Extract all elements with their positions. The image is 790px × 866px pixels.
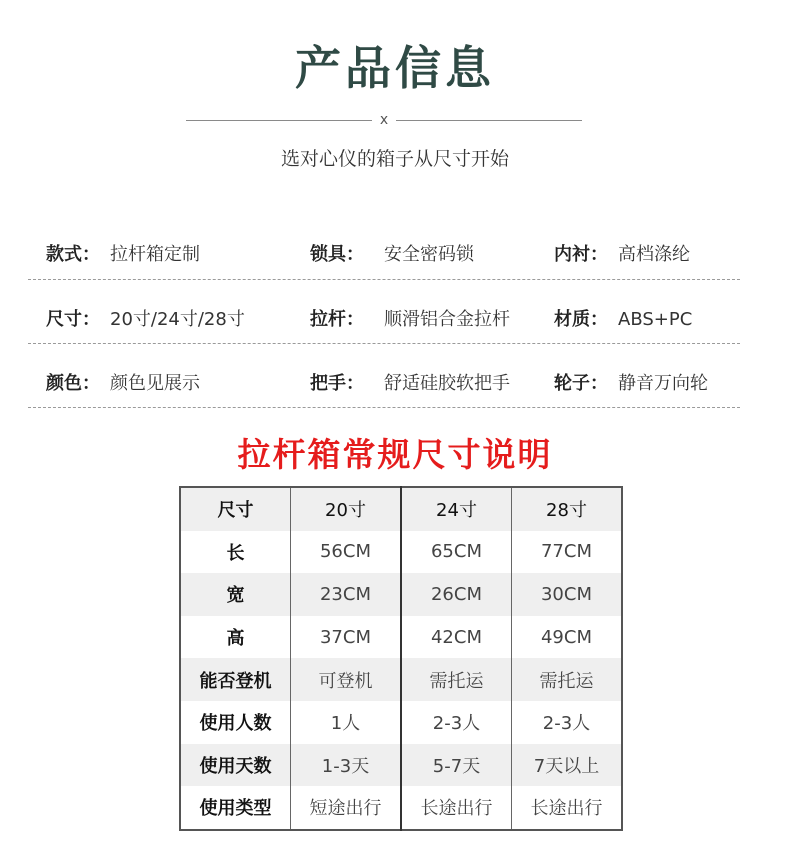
table-cell: 2-3人 bbox=[512, 701, 623, 744]
table-cell: 1人 bbox=[291, 701, 402, 744]
page-subtitle: 选对心仪的箱子从尺寸开始 bbox=[280, 148, 509, 170]
spec-value: 顺滑铝合金拉杆 bbox=[384, 309, 510, 330]
spec-key: 款式： bbox=[46, 244, 100, 265]
spec-item-color bbox=[46, 370, 200, 398]
table-row bbox=[180, 701, 622, 744]
title-divider-left bbox=[186, 120, 372, 121]
table-row bbox=[180, 658, 622, 701]
table-cell: 5-7天 bbox=[401, 744, 512, 787]
spec-value: 舒适硅胶软把手 bbox=[384, 373, 510, 394]
table-cell: 20寸 bbox=[291, 487, 402, 531]
table-cell: 24寸 bbox=[401, 487, 512, 531]
table-cell: 42CM bbox=[401, 616, 512, 659]
spec-value: ABS+PC bbox=[618, 309, 693, 330]
title-divider-right bbox=[396, 120, 582, 121]
table-cell: 使用人数 bbox=[199, 713, 272, 735]
table-cell: 需托运 bbox=[401, 658, 512, 701]
table-cell: 2-3人 bbox=[401, 701, 512, 744]
spec-item-handle-bar bbox=[310, 306, 510, 334]
spec-key: 内衬： bbox=[554, 244, 608, 265]
spec-key: 把手： bbox=[310, 373, 364, 394]
table-cell: 30CM bbox=[512, 573, 623, 616]
table-cell: 37CM bbox=[291, 616, 402, 659]
table-row bbox=[180, 616, 622, 659]
table-cell: 能否登机 bbox=[180, 658, 291, 701]
table-cell: 49CM bbox=[512, 616, 623, 659]
table-cell: 7天以上 bbox=[512, 744, 623, 787]
spec-item-size bbox=[46, 306, 245, 334]
table-cell: 56CM bbox=[291, 531, 402, 574]
table-cell: 需托运 bbox=[512, 658, 623, 701]
spec-key: 锁具： bbox=[310, 244, 364, 265]
spec-key: 材质： bbox=[554, 309, 608, 330]
dashed-separator bbox=[28, 407, 740, 408]
spec-key: 尺寸： bbox=[46, 309, 100, 330]
spec-row bbox=[46, 370, 740, 398]
table-cell: 使用类型 bbox=[199, 798, 272, 820]
spec-item-wheels bbox=[554, 370, 708, 398]
table-cell: 高 bbox=[226, 628, 245, 650]
spec-item-material bbox=[554, 306, 692, 334]
dashed-separator bbox=[28, 279, 740, 280]
spec-key: 轮子： bbox=[554, 373, 608, 394]
table-cell: 28寸 bbox=[512, 487, 623, 531]
table-cell: 77CM bbox=[512, 531, 623, 574]
spec-item-style bbox=[46, 241, 200, 269]
spec-item-lining bbox=[554, 241, 690, 269]
table-cell: 短途出行 bbox=[291, 786, 402, 830]
spec-row bbox=[46, 306, 740, 334]
table-cell: 1-3天 bbox=[291, 744, 402, 787]
table-cell: 26CM bbox=[401, 573, 512, 616]
table-cell: 可登机 bbox=[291, 658, 402, 701]
dashed-separator bbox=[28, 343, 740, 344]
spec-row bbox=[46, 241, 740, 269]
table-cell: 使用天数 bbox=[180, 744, 291, 787]
size-table bbox=[179, 486, 623, 831]
table-cell: 65CM bbox=[401, 531, 512, 574]
table-row bbox=[180, 487, 622, 531]
spec-key: 颜色： bbox=[46, 373, 100, 394]
size-section-title: 拉杆箱常规尺寸说明 bbox=[237, 435, 553, 474]
spec-value: 高档涤纶 bbox=[618, 244, 690, 265]
table-cell: 长 bbox=[226, 542, 245, 564]
table-row bbox=[180, 786, 622, 830]
spec-value: 静音万向轮 bbox=[618, 373, 708, 394]
divider-mark: x bbox=[379, 112, 389, 128]
spec-item-grip bbox=[310, 370, 510, 398]
spec-value: 颜色见展示 bbox=[110, 373, 200, 394]
table-cell: 23CM bbox=[291, 573, 402, 616]
spec-value: 安全密码锁 bbox=[384, 244, 474, 265]
table-row bbox=[180, 744, 622, 787]
table-cell: 长途出行 bbox=[401, 786, 512, 830]
table-row bbox=[180, 531, 622, 574]
spec-value: 拉杆箱定制 bbox=[110, 244, 200, 265]
table-cell: 尺寸 bbox=[180, 487, 291, 531]
table-row bbox=[180, 573, 622, 616]
table-cell: 长途出行 bbox=[512, 786, 623, 830]
spec-key: 拉杆： bbox=[310, 309, 364, 330]
spec-item-lock bbox=[310, 241, 474, 269]
page-title: 产品信息 bbox=[295, 41, 495, 95]
spec-value: 20寸/24寸/28寸 bbox=[110, 309, 245, 330]
table-cell: 宽 bbox=[180, 573, 291, 616]
